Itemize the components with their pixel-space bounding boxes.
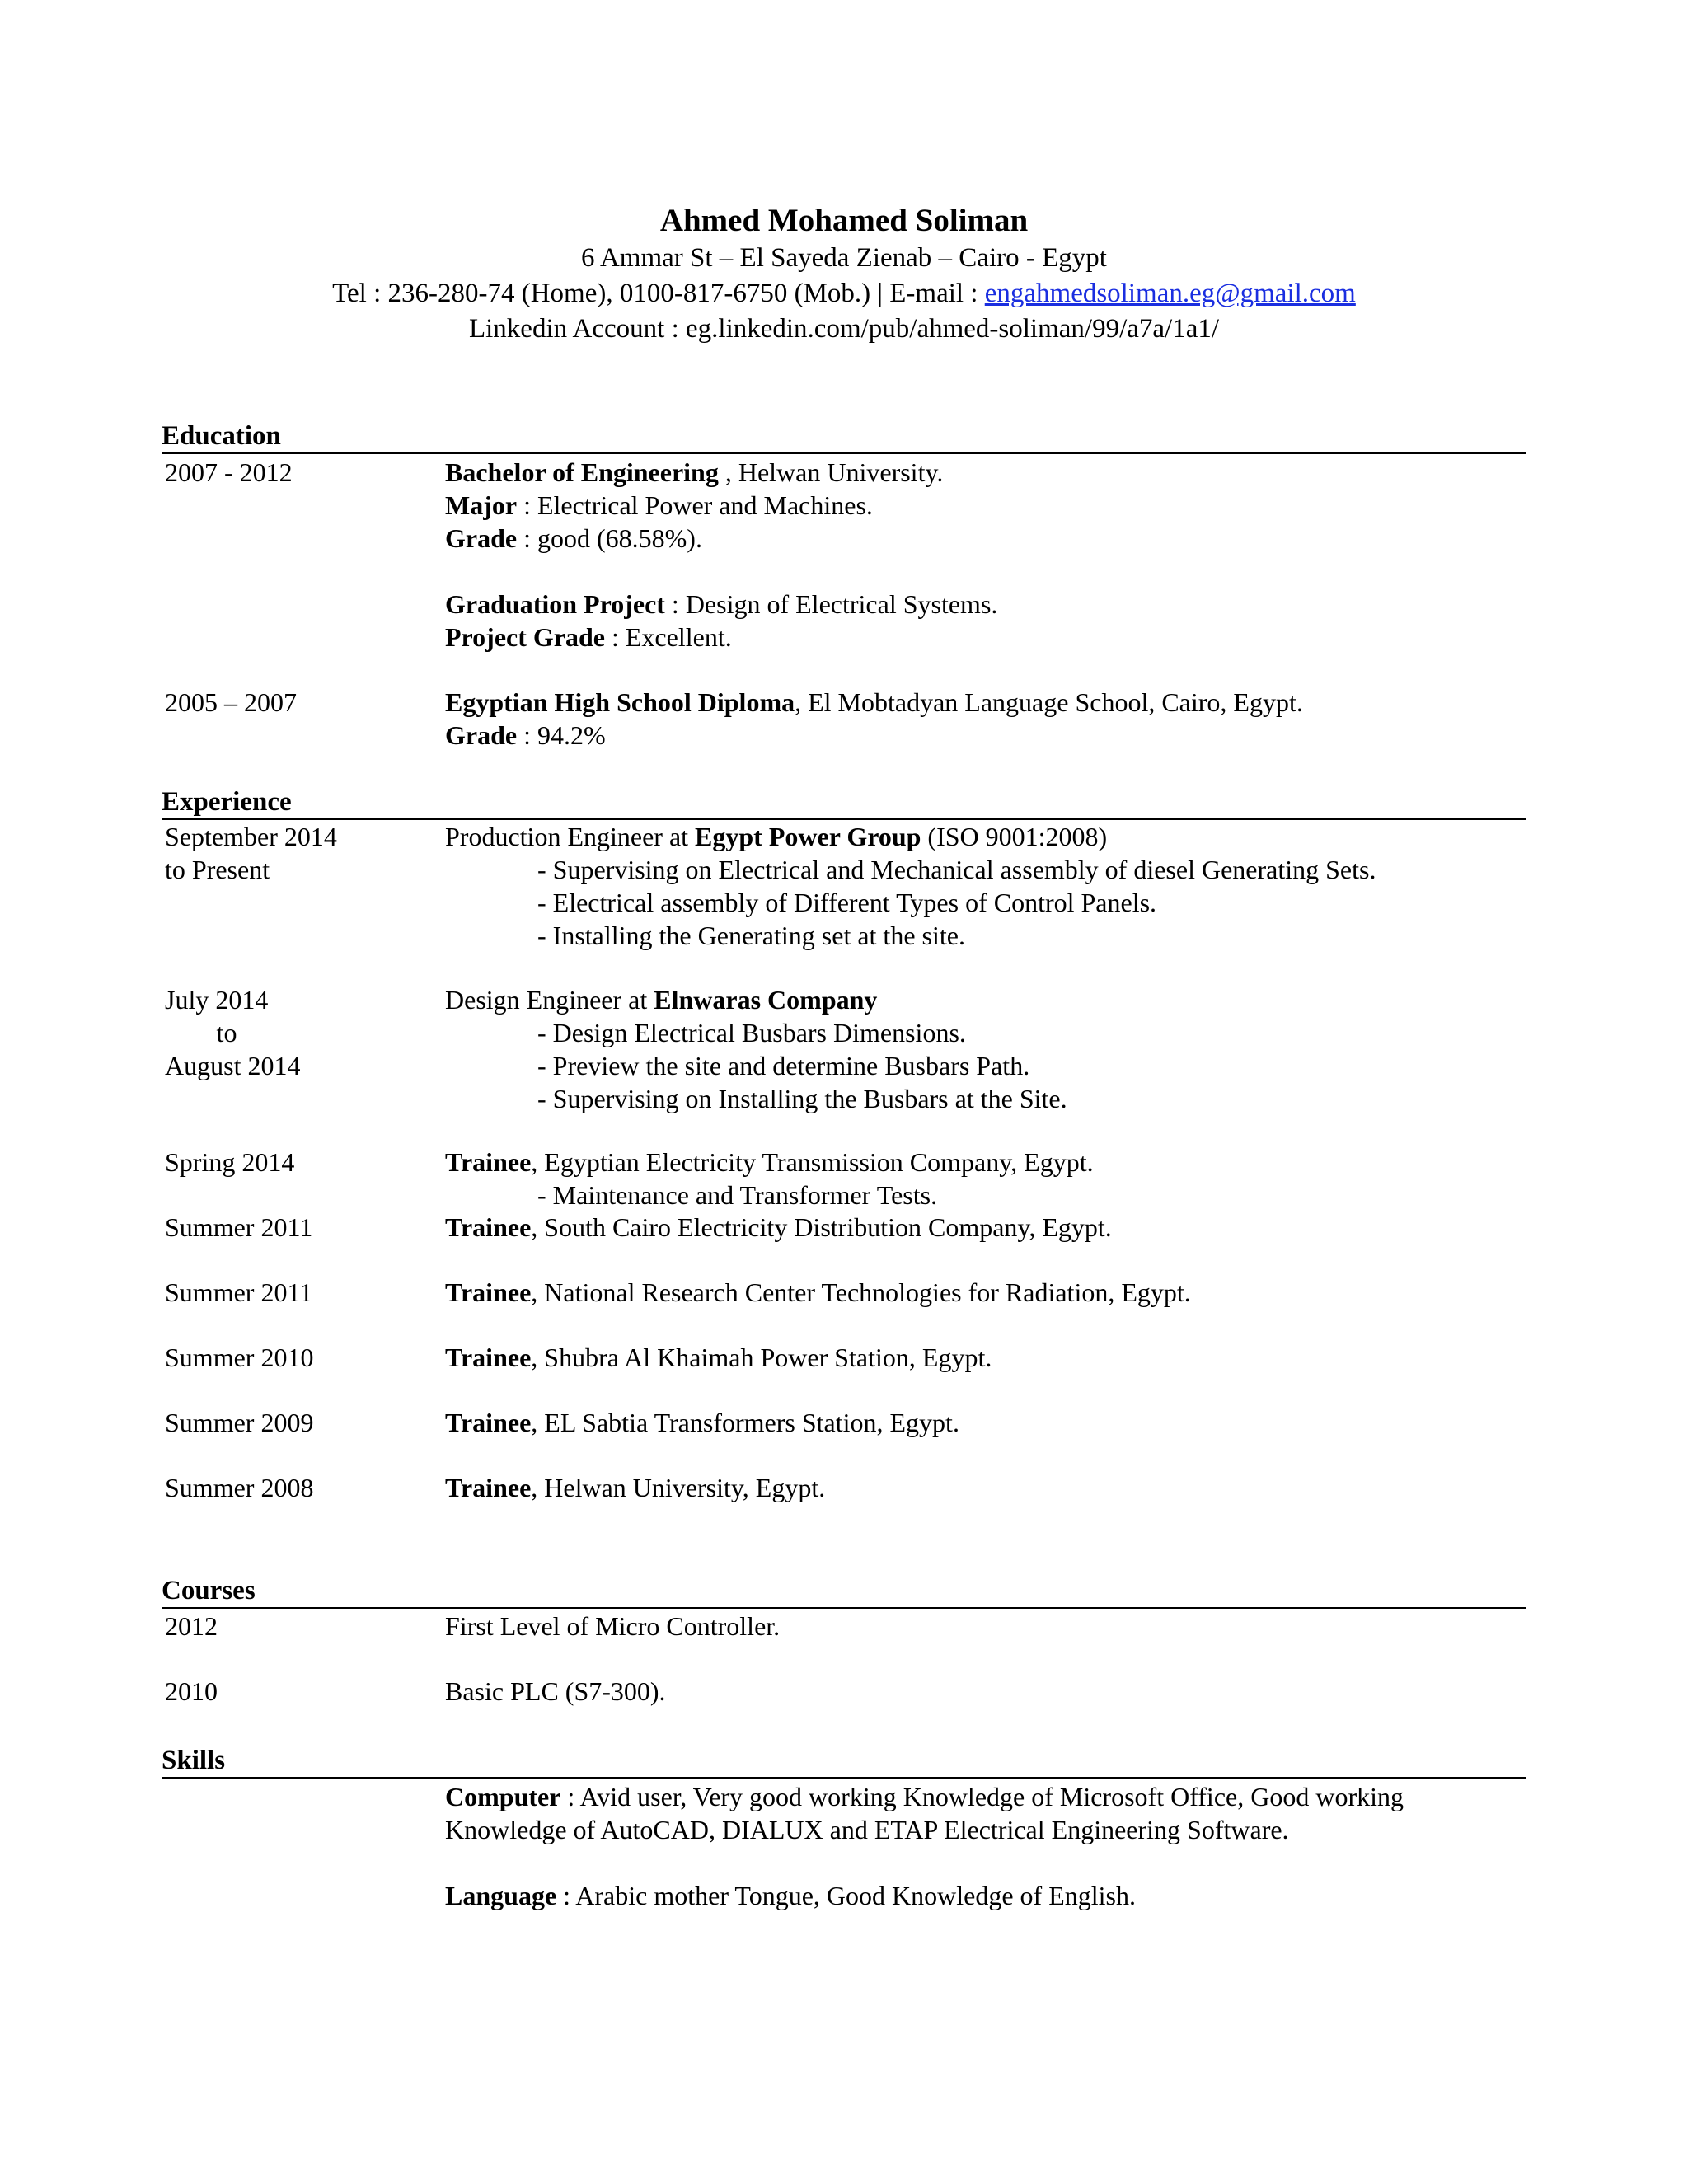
computer-label: Computer <box>445 1782 561 1811</box>
experience-date: Spring 2014 <box>165 1147 295 1177</box>
education-heading: Education <box>162 419 1526 454</box>
experience-details: Trainee, National Research Center Technologies for Radiation, Egypt. <box>445 1277 1191 1307</box>
duty-item: - Supervising on Electrical and Mechanical assembly of diesel Generating Sets. <box>537 855 1376 884</box>
company-name: Egypt Power Group <box>695 822 921 851</box>
experience-details: Design Engineer at Elnwaras Company - Design Electrical Busbars Dimensions. - Preview the site and determine Busbars Path. - Supervising on Installing the Busbars at the Site. <box>445 983 1517 1115</box>
company-name: Elnwaras Company <box>654 985 878 1015</box>
experience-date: Summer 2011 <box>165 1277 313 1307</box>
duty-item: - Supervising on Installing the Busbars at the Site. <box>537 1084 1067 1113</box>
duty-item: - Electrical assembly of Different Types of Control Panels. <box>537 888 1157 917</box>
skills-section <box>162 1744 1526 1910</box>
grade-label: Grade <box>445 720 518 750</box>
project-grade-label: Project Grade <box>445 622 605 652</box>
course-date: 2010 <box>165 1676 218 1706</box>
education-date: 2005 – 2007 <box>165 687 297 717</box>
experience-details: Trainee, South Cairo Electricity Distribution Company, Egypt. <box>445 1212 1112 1242</box>
major-label: Major <box>445 490 518 520</box>
duty-item: - Maintenance and Transformer Tests. <box>537 1180 938 1210</box>
education-details: Egyptian High School Diploma, El Mobtadyan Language School, Cairo, Egypt. Grade : 94.2% <box>445 687 1303 750</box>
trainee-label: Trainee <box>445 1212 532 1242</box>
address: 6 Ammar St – El Sayeda Zienab – Cairo - Egypt <box>581 243 1107 273</box>
grade-label: Grade <box>445 523 518 553</box>
experience-date: July 2014 to August 2014 <box>165 985 301 1080</box>
duty-item: - Installing the Generating set at the site. <box>537 921 965 950</box>
experience-details: Trainee, Egyptian Electricity Transmission Company, Egypt. - Maintenance and Transformer Tests. <box>445 1146 1517 1212</box>
course-date: 2012 <box>165 1611 218 1641</box>
language-label: Language <box>445 1881 557 1910</box>
course-name: First Level of Micro Controller. <box>445 1611 781 1641</box>
experience-details: Production Engineer at Egypt Power Group (ISO 9001:2008) - Supervising on Electrical and Mechanical assembly of diesel Generating Sets. - Electrical assembly of Different Types of Control Panels. - Installing the Generating set at the site. <box>445 820 1517 952</box>
degree-title: Bachelor of Engineering <box>445 457 719 487</box>
experience-heading: Experience <box>162 785 1526 820</box>
trainee-label: Trainee <box>445 1408 532 1437</box>
experience-details: Trainee, Helwan University, Egypt. <box>445 1473 826 1502</box>
trainee-label: Trainee <box>445 1147 532 1177</box>
education-section <box>162 419 1526 750</box>
skills-details: Computer : Avid user, Very good working Knowledge of Microsoft Office, Good working Knowledge of AutoCAD, DIALUX and ETAP Electrical Engineering Software. Language : Arabic mother Tongue, Good Knowledge of English. <box>445 1782 1404 1910</box>
courses-heading: Courses <box>162 1574 1526 1609</box>
skills-heading: Skills <box>162 1744 1526 1779</box>
email-link[interactable]: engahmedsoliman.eg@gmail.com <box>984 279 1356 308</box>
trainee-label: Trainee <box>445 1343 532 1372</box>
degree-title: Egyptian High School Diploma <box>445 687 795 717</box>
experience-details: Trainee, EL Sabtia Transformers Station, Egypt. <box>445 1408 959 1437</box>
experience-date: Summer 2010 <box>165 1343 314 1372</box>
trainee-label: Trainee <box>445 1277 532 1307</box>
contact-line <box>0 276 1688 312</box>
education-date: 2007 - 2012 <box>165 457 293 487</box>
duty-item: - Design Electrical Busbars Dimensions. <box>537 1018 966 1047</box>
experience-section <box>162 785 1526 1502</box>
resume-header <box>0 201 1688 347</box>
experience-date: September 2014 to Present <box>165 822 337 884</box>
courses-section <box>162 1574 1526 1706</box>
project-label: Graduation Project <box>445 589 665 619</box>
linkedin-line: Linkedin Account : eg.linkedin.com/pub/ahmed-soliman/99/a7a/1a1/ <box>468 314 1220 344</box>
phone-info: Tel : 236-280-74 (Home), 0100-817-6750 (Mob.) | E-mail : <box>332 279 985 308</box>
education-details: Bachelor of Engineering , Helwan University. Major : Electrical Power and Machines. Grade : good (68.58%). Graduation Project : Design of Electrical Systems. Project Grade : Excellent. <box>445 457 998 652</box>
course-name: Basic PLC (S7-300). <box>445 1676 666 1706</box>
experience-date: Summer 2008 <box>165 1473 314 1502</box>
duty-item: - Preview the site and determine Busbars Path. <box>537 1051 1030 1080</box>
full-name: Ahmed Mohamed Soliman <box>659 203 1029 238</box>
experience-date: Summer 2011 <box>165 1212 313 1242</box>
trainee-label: Trainee <box>445 1473 532 1502</box>
experience-date: Summer 2009 <box>165 1408 314 1437</box>
experience-details: Trainee, Shubra Al Khaimah Power Station, Egypt. <box>445 1343 992 1372</box>
